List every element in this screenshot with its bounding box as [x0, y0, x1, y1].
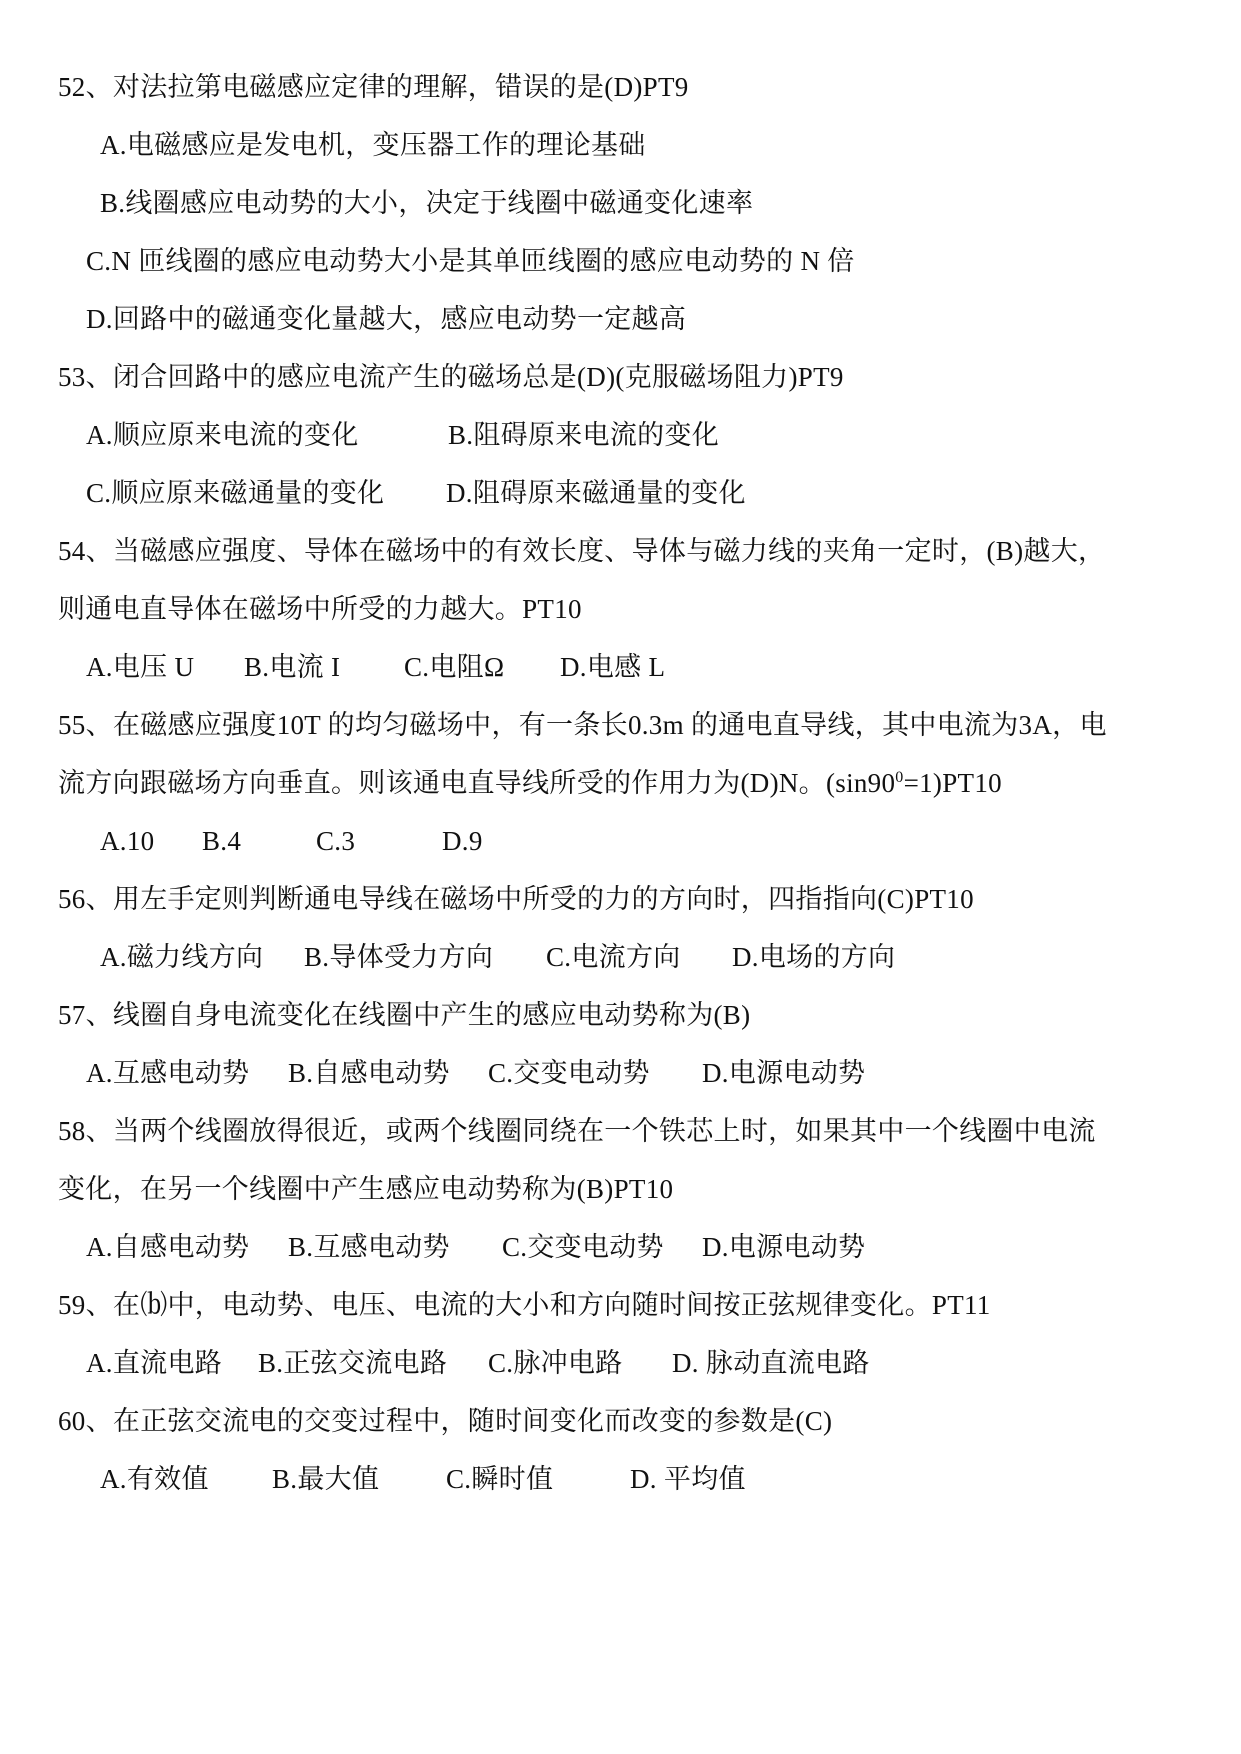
option-58-a: A.自感电动势	[86, 1232, 250, 1262]
question-54-continued: 则通电直导体在磁场中所受的力越大。PT10	[58, 594, 582, 624]
option-57-a: A.互感电动势	[86, 1058, 250, 1088]
option-55-b: B.4	[202, 826, 242, 856]
question-59: 59、在⒝中，电动势、电压、电流的大小和方向随时间按正弦规律变化。PT11	[58, 1290, 991, 1320]
question-55: 55、在磁感应强度10T 的均匀磁场中，有一条长0.3m 的通电直导线，其中电流为3A，电	[58, 710, 1107, 740]
option-53-c: C.顺应原来磁通量的变化	[86, 478, 385, 508]
option-53-d: D.阻碍原来磁通量的变化	[446, 478, 746, 508]
option-60-d: D. 平均值	[630, 1464, 746, 1494]
option-58-d: D.电源电动势	[702, 1232, 866, 1262]
question-55-cont-tail: =1)PT10	[903, 768, 1002, 798]
option-55-d: D.9	[442, 826, 483, 856]
option-59-c: C.脉冲电路	[488, 1348, 623, 1378]
option-56-a: A.磁力线方向	[100, 942, 264, 972]
degree-superscript: 0	[895, 769, 904, 786]
question-54: 54、当磁感应强度、导体在磁场中的有效长度、导体与磁力线的夹角一定时，(B)越大，	[58, 536, 1106, 566]
option-53-b: B.阻碍原来电流的变化	[448, 420, 720, 450]
option-56-c: C.电流方向	[546, 942, 681, 972]
option-54-d: D.电感 L	[560, 652, 666, 682]
option-60-b: B.最大值	[272, 1464, 380, 1494]
option-57-b: B.自感电动势	[288, 1058, 450, 1088]
option-58-c: C.交变电动势	[502, 1232, 664, 1262]
option-60-c: C.瞬时值	[446, 1464, 554, 1494]
option-54-c: C.电阻Ω	[404, 652, 505, 682]
question-58-continued: 变化，在另一个线圈中产生感应电动势称为(B)PT10	[58, 1174, 674, 1204]
option-58-b: B.互感电动势	[288, 1232, 450, 1262]
option-54-a: A.电压 U	[86, 652, 195, 682]
option-56-d: D.电场的方向	[732, 942, 896, 972]
option-57-d: D.电源电动势	[702, 1058, 866, 1088]
option-57-c: C.交变电动势	[488, 1058, 650, 1088]
question-56: 56、用左手定则判断通电导线在磁场中所受的力的方向时，四指指向(C)PT10	[58, 884, 974, 914]
option-55-c: C.3	[316, 826, 356, 856]
question-52: 52、对法拉第电磁感应定律的理解，错误的是(D)PT9	[58, 72, 689, 102]
question-53: 53、闭合回路中的感应电流产生的磁场总是(D)(克服磁场阻力)PT9	[58, 362, 844, 392]
option-52-c: C.N 匝线圈的感应电动势大小是其单匝线圈的感应电动势的 N 倍	[86, 246, 855, 276]
option-54-b: B.电流 I	[244, 652, 341, 682]
question-58: 58、当两个线圈放得很近，或两个线圈同绕在一个铁芯上时，如果其中一个线圈中电流	[58, 1116, 1096, 1146]
option-53-a: A.顺应原来电流的变化	[86, 420, 359, 450]
option-52-b: B.线圈感应电动势的大小，决定于线圈中磁通变化速率	[100, 188, 754, 218]
question-60: 60、在正弦交流电的交变过程中，随时间变化而改变的参数是(C)	[58, 1406, 833, 1436]
option-56-b: B.导体受力方向	[304, 942, 494, 972]
option-59-b: B.正弦交流电路	[258, 1348, 448, 1378]
option-55-a: A.10	[100, 826, 155, 856]
option-60-a: A.有效值	[100, 1464, 209, 1494]
option-59-d: D. 脉动直流电路	[672, 1348, 870, 1378]
option-59-a: A.直流电路	[86, 1348, 223, 1378]
question-55-continued	[58, 766, 1002, 800]
question-55-cont-text: 流方向跟磁场方向垂直。则该通电直导线所受的作用力为(D)N。(sin90	[58, 768, 896, 798]
option-52-d: D.回路中的磁通变化量越大，感应电动势一定越高	[86, 304, 687, 334]
question-57: 57、线圈自身电流变化在线圈中产生的感应电动势称为(B)	[58, 1000, 751, 1030]
option-52-a: A.电磁感应是发电机，变压器工作的理论基础	[100, 130, 646, 160]
